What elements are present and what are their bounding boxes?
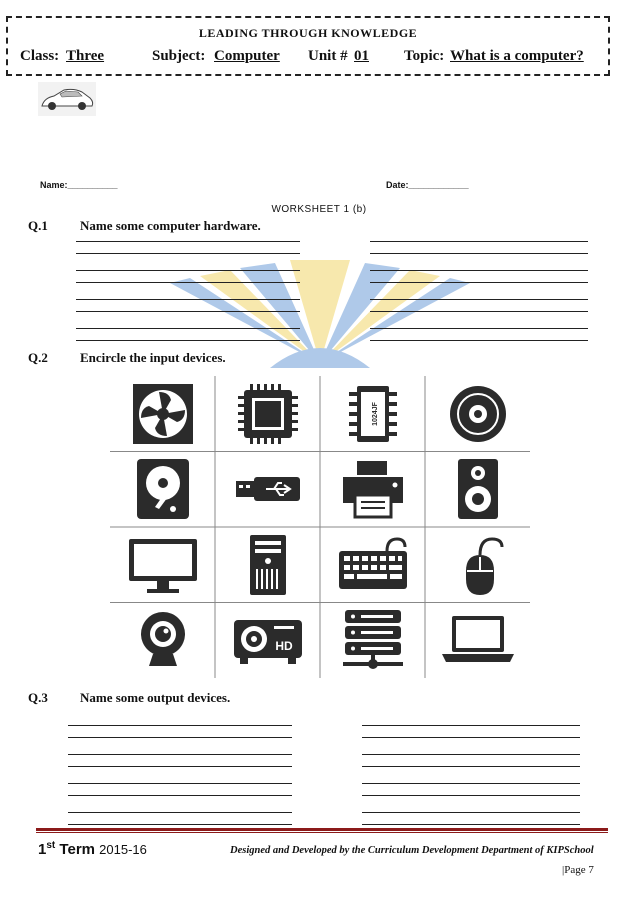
answer-line[interactable]: [362, 766, 580, 767]
question-text: Name some computer hardware.: [80, 218, 261, 233]
answer-line[interactable]: [68, 812, 292, 813]
answer-line[interactable]: [370, 253, 588, 254]
speaker-icon[interactable]: [425, 452, 530, 528]
answer-line[interactable]: [370, 328, 588, 329]
server-icon[interactable]: [320, 603, 425, 679]
device-grid: [110, 376, 530, 678]
class-value: Three: [66, 48, 105, 64]
question-text: Name some output devices.: [80, 690, 231, 705]
subject-value: Computer: [214, 48, 280, 64]
cpu-chip-icon[interactable]: [215, 376, 320, 452]
chip-label: 1024JF: [371, 401, 379, 426]
answer-line[interactable]: [76, 311, 300, 312]
answer-line[interactable]: [76, 253, 300, 254]
answer-line[interactable]: [76, 340, 300, 341]
projector-label: HD: [274, 639, 293, 654]
usb-drive-icon[interactable]: [215, 452, 320, 528]
answer-line[interactable]: [68, 754, 292, 755]
car-logo-icon: [38, 82, 96, 116]
topic-value: What is a computer?: [450, 48, 584, 64]
answer-line[interactable]: [362, 725, 580, 726]
worksheet-title: WORKSHEET 1 (b): [271, 204, 367, 215]
projector-icon[interactable]: [215, 603, 320, 679]
answer-line[interactable]: [362, 737, 580, 738]
answer-line[interactable]: [370, 299, 588, 300]
footer-rule-thin: [36, 832, 608, 833]
answer-line[interactable]: [68, 783, 292, 784]
answer-line[interactable]: [68, 824, 292, 825]
system-unit-icon[interactable]: [215, 527, 320, 603]
footer-rule: [36, 828, 608, 831]
keyboard-icon[interactable]: [320, 527, 425, 603]
unit-value: 01: [354, 48, 369, 64]
answer-line[interactable]: [362, 754, 580, 755]
term-word: Term: [59, 841, 95, 858]
answer-line[interactable]: [76, 282, 300, 283]
date-field: Date:____________: [386, 180, 469, 190]
term-number: 1: [38, 841, 47, 858]
hard-disk-icon[interactable]: [110, 452, 215, 528]
name-field: Name:__________: [40, 180, 118, 190]
question-number: Q.3: [28, 690, 48, 705]
answer-line[interactable]: [76, 299, 300, 300]
printer-icon[interactable]: [320, 452, 425, 528]
answer-line[interactable]: [370, 311, 588, 312]
cooling-fan-icon[interactable]: [110, 376, 215, 452]
header-box: [6, 16, 610, 76]
unit-label: Unit #: [308, 48, 348, 64]
subject-label: Subject:: [152, 48, 206, 64]
answer-line[interactable]: [362, 795, 580, 796]
page-number: |Page 7: [562, 864, 594, 876]
answer-line[interactable]: [68, 725, 292, 726]
question-number: Q.1: [28, 218, 48, 233]
answer-line[interactable]: [370, 241, 588, 242]
answer-line[interactable]: [68, 766, 292, 767]
answer-line[interactable]: [68, 737, 292, 738]
answer-line[interactable]: [362, 783, 580, 784]
answer-line[interactable]: [362, 824, 580, 825]
cd-disc-icon[interactable]: [425, 376, 530, 452]
monitor-icon[interactable]: [110, 527, 215, 603]
topic-label: Topic:: [404, 48, 445, 64]
laptop-icon[interactable]: [425, 603, 530, 679]
class-label: Class:: [20, 48, 60, 64]
question-text: Encircle the input devices.: [80, 350, 226, 365]
answer-line[interactable]: [76, 241, 300, 242]
mouse-icon[interactable]: [425, 527, 530, 603]
answer-line[interactable]: [76, 328, 300, 329]
question-number: Q.2: [28, 350, 48, 365]
term-year: 2015-16: [99, 842, 147, 857]
memory-chip-icon[interactable]: [320, 376, 425, 452]
term-label: [38, 840, 147, 858]
answer-line[interactable]: [370, 282, 588, 283]
term-suffix: st: [46, 840, 56, 851]
school-name: LEADING THROUGH KNOWLEDGE: [198, 26, 418, 40]
answer-line[interactable]: [68, 795, 292, 796]
designed-by-note: Designed and Developed by the Curriculum Development Department of KIPSchool: [230, 845, 594, 856]
webcam-icon[interactable]: [110, 603, 215, 679]
answer-line[interactable]: [76, 270, 300, 271]
answer-line[interactable]: [370, 270, 588, 271]
answer-line[interactable]: [370, 340, 588, 341]
answer-line[interactable]: [362, 812, 580, 813]
